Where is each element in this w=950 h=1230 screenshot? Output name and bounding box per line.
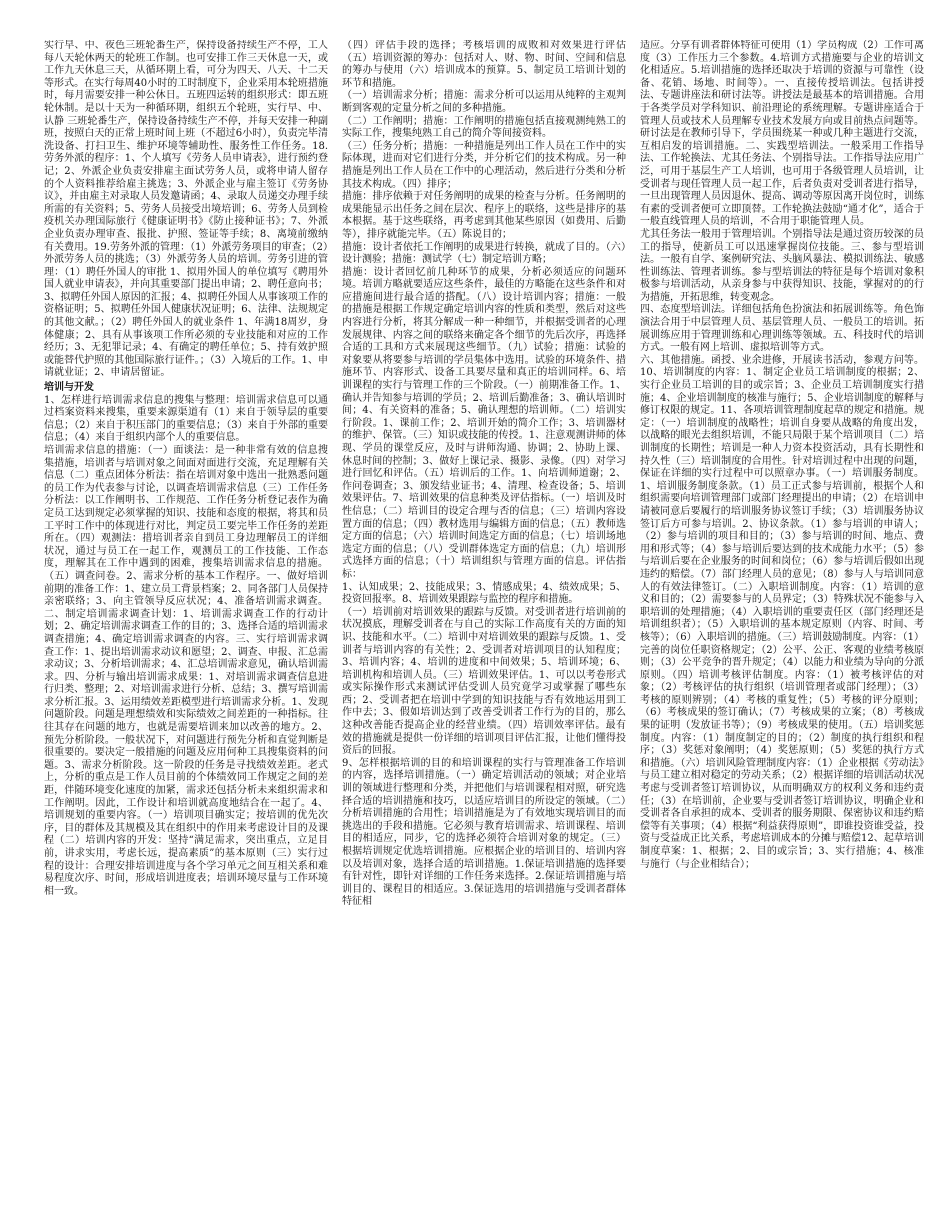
paragraph: （三）任务分析；措施：一种措施是列出工作人员在工作中的实际体现，进而对它们进行分类，并分析它们的技术构成。另一种措施是列出工作人员在工作中的心理活动，然后进行分类和分析其技术构成。（四）排序；	[342, 140, 626, 190]
text-column-2	[342, 40, 626, 1222]
paragraph: （一）培训前对培训效果的跟踪与反馈。对受训者进行培训前的状况摸底，理解受训者在与自己的实际工作高度有关的方面的知识、技能和水平。（二）培训中对培训效果的跟踪与反馈。1、受训者与培训内容的有关性；2、受训者对培训项目的认知程度；3、培训内容；4、培训的进度和中间效果；5、培训环境；6、培训机构和培训人员。（三）培训效果评估。1、可以以考卷形式或实际操作形式来测试评估受训人员究竟学习或掌握了哪些东西；2、受训者把在培训中学到的知识技能与否有效地运用到工作中去；3、假如培训达到了改善受训者工作行为的目的，那么这种改善能否提高企业的经营业绩。（四）培训效率评估。最有效的措施就是提供一份详细的培训项目评估汇报，让他们懂得投资后的回报。	[342, 606, 626, 757]
section-heading: 培训与开发	[44, 382, 94, 394]
paragraph: 实行早、中、夜色三班轮番生产，保持设备持续生产不停，工人每八天轮休两天的轮班工作制。也可安排工作三天休息一天，或工作九天休息三天，从循环期上看，可分为四天、八天、十二天等形式。在实行每周40小时的工时制度下，企业采用本轮班措施时，每月需要安排一种公休日。五班四运转的组织形式：即五班轮休制。是以十天为一种循环期，组织五个轮班，实行早、中、认静 三班轮番生产，保持设备持续生产不停，并每天安排一种副班，按照白天的正常上班时间上班（不超过6小时），负责完毕清洗设备、打扫卫生、维护环境等辅助性、服务性工作任务。18.劳务外派的程序：1、个人填写《劳务人员申请表》，进行预约登记；2、外派企业负责安排雇主面试劳务人员，或将申请人留存的个人资料推荐给雇主挑选；3、外派企业与雇主签订《劳务协议》，并由雇主对录取人员发邀请函；4、录取人员递交办理手续所需的有关资料；5、劳务人员接受出境培训；6、劳务人员到检疫机关办理国际旅行《健康证明书》《防止接种证书》；7、外派企业负责办理审查、报批、护照、签证等手续；8、离境前缴纳有关费用。19.劳务外派的管理：（1）外派劳务项目的审查；（2）外派劳务人员的挑选；（3）外派劳务人员的培训。劳务引进的管理：（1）聘任外国人的审批 1、拟用外国人的单位填写《聘用外国人就业申请表》，并向其重要部门提出申请；2、聘任意向书；3、拟聘任外国人原因的汇报；4、拟聘任外国人从事该项工作的资格证明；5、拟聘任外国人健康状况证明；6、法律、法规规定的其他文献。；（2）聘任外国人的就业条件 1、年满18周岁，身体健康；2、具有从事该项工作所必须的专业技能和对应的工作经历；3、无犯罪记录；4、有确定的聘任单位；5、持有效护照或能替代护照的其他国际旅行证件。；（3）入境后的工作。1、申请就业证；2、申请居留证。	[44, 40, 328, 379]
text-column-1	[44, 40, 328, 1222]
paragraph: 适应。分享有训者群体特征可使用（1）学员构成（2）工作可离度（3）工作压力三个参数。4.培训方式措施要与企业的培训文化相适应。5.培训措施的选择还取决于培训的资源与可靠性（设备、花销、场地、时间等）。一、直接传授培训法。包括讲授法、专题讲座法和研讨法等。讲授法是最基本的培训措施。合用于各类学员对学科知识、前沿理论的系统理解。专题讲座适合于管理人员或技术人员理解专业技术发展方向或目前热点问题等。研讨法是在教师引导下，学员围绕某一种或几种主题进行交流，互相启发的培训措施。二、实践型培训法。一般采用工作指导法、工作轮换法、尤其任务法、个别指导法。工作指导法应用广泛，可用于基层生产工人培训，也可用于各级管理人员培训，让受训者与现任管理人员一起工作，后者负责对受训者进行指导，一旦出现管理人员因退休、提高、调动等原因离开岗位时，训练有素的受训者便可立即顶替。工作轮换法鼓励“通才化”，适合于一般直线管理人员的培训，不合用于职能管理人员。	[640, 40, 924, 228]
paragraph: 措施：排序依赖于对任务阐明的成果的检查与分析。任务阐明的成果能显示出任务之间在层次、程序上的联络，这些是排序的基本根据。基于这些联络，再考虑到其他某些原因（如费用、后勤等），排序就能完毕。（五）陈说目的；	[342, 191, 626, 240]
paragraph: （二）工作阐明；措施：工作阐明的措施包括直接观测纯熟工的实际工作，搜集纯熟工自己的简介等间接资料。	[342, 115, 626, 140]
paragraph: 培训需求信息的措施：（一）面谈法：是一种非常有效的信息搜集措施，培训者与培训对象之间面对面进行交流，充足理解有关信息（二）重点团体分析法：指在培训对象中选出一批熟悉问题的员工作为代表参与讨论，以调查培训需求信息（三）工作任务分析法：以工作阐明书、工作规范、工作任务分析登记表作为确定员工达到规定必须掌握的知识、技能和态度的根据，将其和员工平时工作中的体现进行对比，判定员工要完毕工作任务的差距所在。（四）观测法：措培训者亲自到员工身边理解员工的详细状况，通过与员工在一起工作，观测员工的工作技能、工作态度，理解其在工作中遇到的困难，搜集培训需求信息的措施。（五）调查问卷。2、需求分析的基本工作程序。一、做好培训前期的准备工作：1、建立员工背景档案；2、同各部门人员保持亲密联络；3、向主管领导反应状况；4、准备培训需求调查。二、制定培训需求调查计划：1、培训需求调查工作的行动计划；2、确定培训需求调查工作的目的；3、选择合适的培训需求调查措施；4、确定培训需求调查的内容。三、实行培训需求调查工作：1、提出培训需求动议和愿望；2、调查、申报、汇总需求动议；3、分析培训需求；4、汇总培训需求意见，确认培训需求。四、分析与输出培训需求成果：1、对培训需求调查信息进行归类、整理；2、对培训需求进行分析、总结；3、撰写培训需求分析汇报。3、运用绩效差距模型进行培训需求分析。1、发现问题阶段。问题是理想绩效和实际绩效之间差距的一种指标。往往其存在问题的地方，也就是需要培训来加以改善的地方。2、预先分析阶段。一般状况下，对问题进行预先分析和直觉判断是很重要的。要决定一般措施的问题及应用何种工具搜集资料的问题。3、需求分析阶段。这一阶段的任务是寻找绩效差距。老式上，分析的重点是工作人员目前的个体绩效同工作规定之间的差距，伴随环境变化速度的加紧，需求还包括分析未来组织需求和工作阐明。因此，工作设计和培训就高度地结合在一起了。4、培训规划的重要内容。（一）培训项目确实定；按培训的优先次序，目的群体及其规模及其在组织中的作用来考虑设计目的及课程（二）培训内容的开发：坚持“满足需求，突出重点，立足目前，讲求实用，考虑长远，提高素质”的基本原则（三）实行过程的设计：合理安排培训进度与各个学习单元之间互相关系和难易程度次序、时间，形成培训进度表；培训环境尽量与工作环境相一致。	[44, 445, 328, 897]
paragraph: 1、怎样进行培训需求信息的搜集与整理：培训需求信息可以通过档案资料来搜集，重要来源渠道有（1）来自于领导层的重要信息；（2）来自于积压部门的重要信息；（3）来自于外部的重要信息；（4）来自于组织内部个人的重要信息。	[44, 394, 328, 444]
paragraph: 1、认知成果；2、技能成果；3、情感成果；4、绩效成果；5、投资回报率。8、培训效果跟踪与监控的程序和措施。	[342, 581, 626, 606]
paragraph: 9、怎样根据培训的目的和培训课程的实行与管理准备工作培训的内容，选择培训措施。（一）确定培训活动的领域；对企业培训的领域进行整理和分类，并把他们与培训课程相对照，研究选择合适的培训措施和技巧，以适应培训目的所设定的领域。（二）分析培训措施的合用性；培训措施是为了有效地实现培训目的而挑选出的手段和措施。它必须与教育培训需求、培训课程、培训目的相适应，同步，它的选择必须符合培训对象的规定。（三）根据培训规定优选培训措施。应根据企业的培训目的、培训内容以及培训对象，选择合适的培训措施。1.保证培训措施的选择要有针对性，即针对详细的工作任务来选择。2.保证培训措施与培训目的、课程目的相适应。3.保证选用的培训措施与受训者群体特征相	[342, 757, 626, 908]
paragraph: （一）培训需求分析；措施：需求分析可以运用从纯粹的主观判断到客观的定量分析之间的多种措施。	[342, 90, 626, 114]
text-column-3	[640, 40, 924, 1222]
paragraph: （四）评估手段的选择；考核培训的成败和对效果进行评估（五）培训资源的筹办：包括对人、财、物、时间、空间和信息的筹办与使用（六）培训成本的预算。5、制定员工培训计划的环节和措施。	[342, 40, 626, 89]
paragraph: 六、其他措施。函授、业余进修，开展读书活动，参观方问等。10、培训制度的内容：1、制定企业员工培训制度的根据；2、实行企业员工培训的目的或宗旨；3、企业员工培训制度实行措施；4、企业培训制度的核准与施行；5、企业培训制度的解释与修订权限的规定。11、各项培训管理制度起草的规定和措施。规定：（一）培训制度的战略性；培训自身要从战略的角度出发，以战略的眼光去组织培训，不能只局限于某个培训项目（二）培训制度的长期性；培训是一种人力资本投资活动，具有长期性和持久性（三）培训制度的合用性。针对培训过程中出现的问题，保证在详细的实行过程中可以照章办事。（一）培训服务制度。1、培训服务制度条款。（1）员工正式参与培训前，根据个人和组织需要向培训管理部门或部门经理提出的申请；（2）在培训申请被同意后要履行的培训服务协议签订手续；（3）培训服务协议签订后方可参与培训。2、协议条款。（1）参与培训的申请人；（2）参与培训的项目和目的；（3）参与培训的时间、地点、费用和形式等；（4）参与培训后要达到的技术成能力水平；（5）参与培训后要在企业服务的时间和岗位；（6）参与培训后假如出现违约的赔偿。（7）部门经理人员的意见；（8）参与人与培训同意人的有效法律签订。（二）入职培训制度。内容：（1）培训的意义和目的；（2）需要参与的人员界定；（3）特殊状况不能参与入职培训的处理措施；（4）入职培训的重要责任区（部门经理还是培训组织者）；（5）入职培训的基本规定原则（内容、时间、考核等）；（6）入职培训的措施。（三）培训鼓励制度。内容：（1）完善的岗位任职资格规定；（2）公平、公正、客观的业绩考核原则；（3）公平竞争的晋升规定；（4）以能力和业绩为导向的分派原则。（四）培训考核评估制度。内容：（1）被考核评估的对象；（2）考核评估的执行组织（培训管理者或部门经理）；（3）考核的原则辨别；（4）考核的重复性；（5）考核的评分原则；（6）考核成果的签订确认；（7）考核成果的立案；（8）考核成果的证明（发放证书等）；（9）考核成果的使用。（五）培训奖惩制度。内容：（1）制度制定的目的；（2）制度的执行组织和程序；（3）奖惩对象阐明；（4）奖惩原则；（5）奖惩的执行方式和措施。（六）培训风险管理制度内容：（1）企业根据《劳动法》与员工建立相对稳定的劳动关系；（2）根据详细的培训活动状况考虑与受训者签订培训协议，从而明确双方的权利义务和违约责任；（3）在培训前，企业要与受训者签订培训协议，明确企业和受训者各自承担的成本、受训者的服务期限、保密协议和违约赔偿等有关事项；（4）根据“利益获得原则”，即谁投资谁受益，投资与受益成正比关系，考虑培训成本的分摊与赔偿12、起草培训制度草案：1、根据；2、目的或宗旨；3、实行措施；4、核准与施行（与企业相结合）；	[640, 354, 924, 870]
paragraph: 措施：设计者回忆前几种环节的成果，分析必须适应的问题环境。培训方略就要适应这些条件，最佳的方略能在这些条件和对应措施间进行最合适的搭配。（八）设计培训内容；措施：一般的措施是根据工作规定确定培训内容的性质和类型，然后对这些内容进行分析，将其分解成一种一种细节，并根据受训者的心理发展规律、内容之间的联络来确定各个细节的先后次序，再选择合适的工具和方式来展现这些细节。（九）试验；措施：试验的对象要从将要参与培训的学员集体中选用。试验的环境条件、措施环节、内容形式、设备工具要尽量和真正的培训同样。6、培训课程的实行与管理工作的三个阶段。（一）前期准备工作。1、确认并告知参与培训的学员；2、培训后勤准备；3、确认培训时间；4、有关资料的准备；5、确认理想的培训师。（二）培训实行阶段。1、课前工作；2、培训开始的简介工作；3、培训器材的维护、保管。（三）知识或技能的传授。1、注意观测讲师的体现、学员的课堂反应，及时与讲师沟通、协调；2、协助上课、休息时间的控制；3、做好上课记录、摄影、录像。（四）对学习进行回忆和评估。（五）培训后的工作。1、向培训师道谢；2、作问卷调查；3、颁发结业证书；4、清理、检查设备；5、培训效果评估。7、培训效果的信息种类及评估指标。（一）培训及时性信息；（二）培训目的设定合理与否的信息；（三）培训内容设置方面的信息；（四）教材选用与编辑方面的信息；（五）教师选定方面的信息；（六）培训时间选定方面的信息；（七）培训场地选定方面的信息；（八）受训群体选定方面的信息；（九）培训形式选择方面的信息；（十）培训组织与管理方面的信息。评估指标：	[342, 266, 626, 580]
paragraph: 措施：设计者依托工作阐明的成果进行转换，就成了目的。（六）设计测验；措施：测试学（七）制定培训方略；	[342, 241, 626, 266]
paragraph: 四、态度型培训法。详细包括角色扮演法和拓展训练等。角色饰演法合用于中层管理人员、基层管理人员、一般员工的培训。拓展训练应用于管理训练和心理训练等领域。五、科技时代的培训方式。一般有网上培训、虚拟培训等方式。	[640, 304, 924, 354]
paragraph: 尤其任务法一般用于管理培训。个别指导法是通过资历较深的员工的指导，使新员工可以迅速掌握岗位技能。三、参与型培训法。一般有自学、案例研究法、头脑风暴法、模拟训练法、敏感性训练法、管理者训练。参与型培训法的特征是每个培训对象积极参与培训活动，从亲身参与中获得知识、技能，掌握对的的行为措施，开拓思维，转变观念。	[640, 228, 924, 303]
